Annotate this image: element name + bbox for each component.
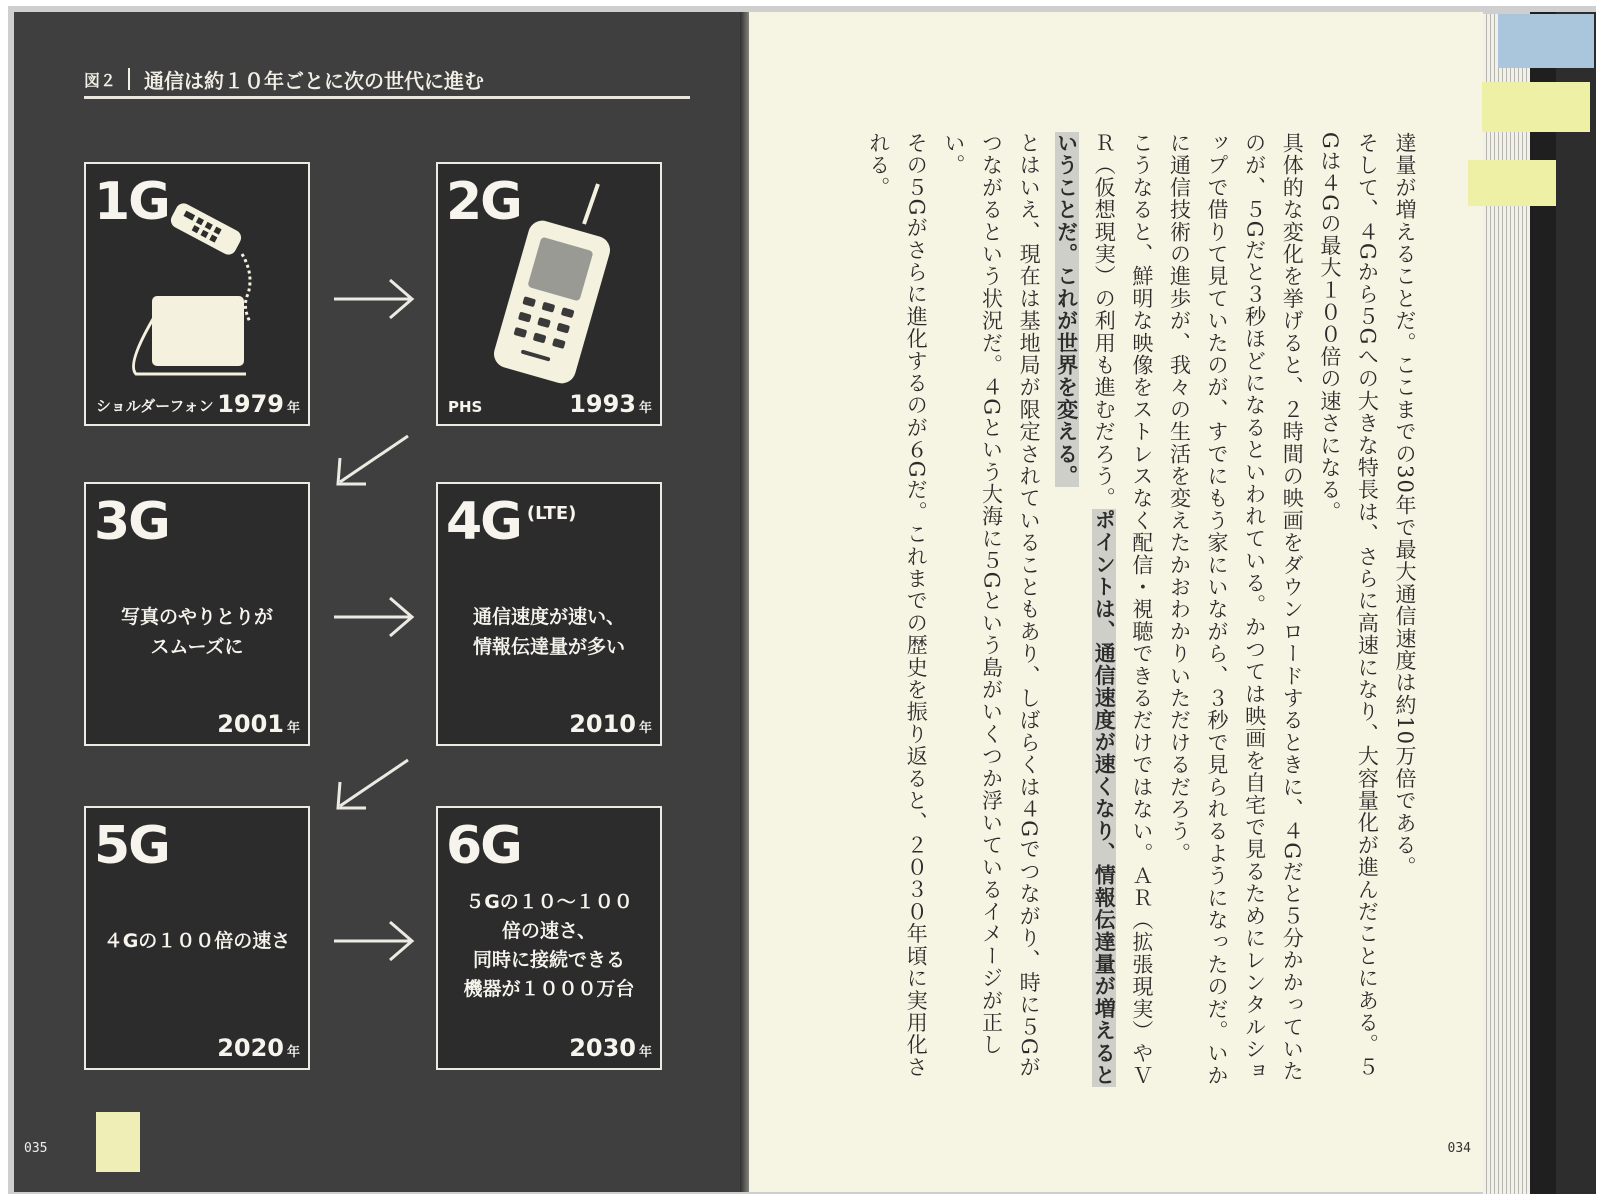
book-cover-edge-shadow: [1556, 12, 1596, 1194]
generation-label: 6G: [446, 816, 521, 876]
left-page-figure: [14, 12, 749, 1192]
generation-label: 2G: [446, 172, 521, 232]
generation-box-6g: [436, 806, 662, 1070]
highlighted-text: ポイントは、通信速度が速くなり、情報伝達量が増えるということだ。これが世界を変える。: [1054, 132, 1117, 1087]
generation-box-4g: [436, 482, 662, 746]
generation-label: 3G: [94, 492, 169, 552]
sticky-note-blue: [1498, 14, 1594, 68]
paragraph: 具体的な変化を挙げると、２時間の映画をダウンロードするときに、４Gだと５分かかっていたのが、５Gだと３秒ほどになるといわれている。かつては映画を自宅で見るためにレンタルショップで借りて見ていたのが、すでにもう家にいながら、３秒で見られるようになったのだ。いかに通信技術の進歩が、我々の生活を変えたかおわかりいただけるだろう。: [1167, 132, 1305, 1087]
figure-heading: [84, 62, 690, 99]
generation-label: 4G $^{(LTE)}$: [446, 492, 577, 552]
paragraph: その５Gがさらに進化するのが６Gだ。これまでの歴史を振り返ると、２０３０年頃に実用化される。: [866, 132, 929, 1079]
figure-separator: [128, 68, 130, 90]
generation-description: ５Gの１０～１００ 倍の速さ、 同時に接続できる 機器が１０００万台: [463, 891, 635, 1000]
arrow-down-left-icon: [332, 756, 412, 812]
generation-year: 1979 年: [217, 390, 300, 418]
paper-tab: [96, 1112, 140, 1172]
paragraph: 達量が増えることだ。ここまでの30年で最大通信速度は約10万倍である。: [1393, 132, 1417, 879]
generation-year: 2020 年: [217, 1034, 300, 1062]
generation-year: 2030 年: [569, 1034, 652, 1062]
generation-name: ショルダーフォン: [96, 397, 214, 415]
paragraph: とはいえ、現在は基地局が限定されていることもあり、しばらくは４Gでつながり、時に５Gがつながるという状況だ。４Gという大海に５Gという島がいくつか浮いているイメージが正しい。: [941, 132, 1042, 1079]
generation-box-5g: [84, 806, 310, 1070]
sticky-note-yellow: [1482, 82, 1590, 132]
generation-box-3g: [84, 482, 310, 746]
arrow-down-left-icon: [332, 432, 412, 488]
generation-label: 5G: [94, 816, 169, 876]
right-page-text: [749, 12, 1483, 1192]
generation-description: 写真のやりとりが スムーズに: [120, 606, 273, 658]
generation-box-1g: [84, 162, 310, 426]
arrow-right-icon: [330, 916, 420, 966]
page-number-left: 035: [24, 1141, 48, 1156]
paragraph: そして、４Gから５Gへの大きな特長は、さらに高速になり、大容量化が進んだことにある。５Gは４Gの最大１００倍の速さになる。: [1317, 132, 1380, 1079]
figure-title: 通信は約１０年ごとに次の世代に進む: [144, 68, 485, 93]
generation-year: 2001 年: [217, 710, 300, 738]
generation-description: ４Gの１００倍の速さ: [103, 930, 291, 952]
figure-number: 図２: [84, 70, 117, 90]
generation-year: 2010 年: [569, 710, 652, 738]
generation-label: 1G: [94, 172, 169, 232]
vertical-body-text: [859, 132, 1423, 1092]
generation-year: 1993 年: [569, 390, 652, 418]
generation-name: PHS: [448, 398, 483, 416]
generation-description: 通信速度が速い、 情報伝達量が多い: [472, 606, 625, 658]
paragraph: こうなると、鮮明な映像をストレスなく配信・視聴できるだけではない。ＡＲ（拡張現実）やＶＲ（仮想現実）の利用も進むだろう。ポイントは、通信速度が速くなり、情報伝達量が増えるということだ。これが世界を変える。: [1054, 132, 1154, 1087]
sticky-note-yellow: [1468, 160, 1556, 206]
arrow-right-icon: [330, 592, 420, 642]
generation-box-2g: [436, 162, 662, 426]
page-number-right: 034: [1447, 1141, 1471, 1156]
arrow-right-icon: [330, 274, 420, 324]
generation-sub: (LTE): [526, 503, 577, 524]
